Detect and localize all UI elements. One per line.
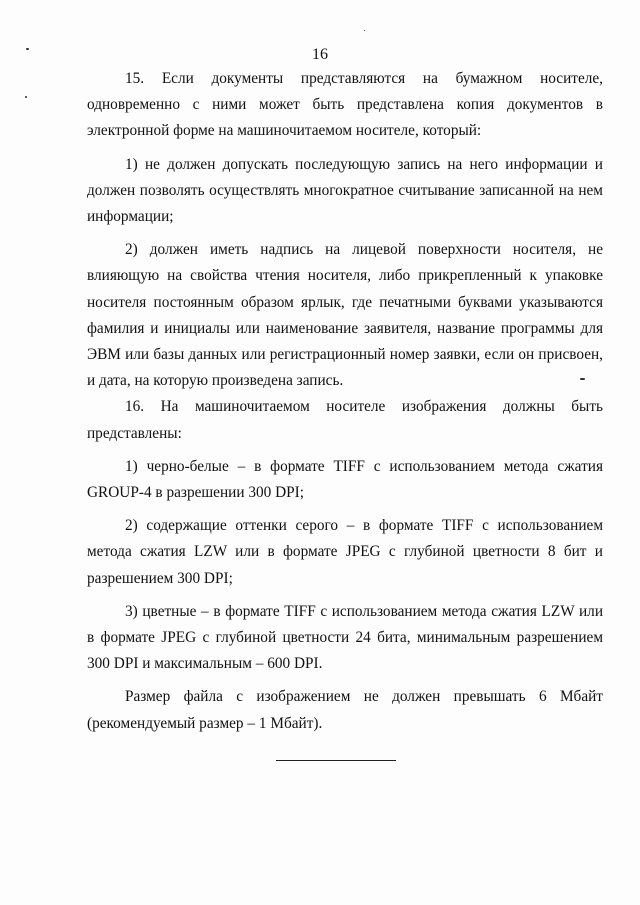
paragraph-15: 15. Если документы представляются на бумажном носителе, одновременно с ними может быть представлена копия документов в электронной форме на машиночитаемом носителе, который:	[87, 70, 603, 140]
paragraph-16: 16. На машиночитаемом носителе изображения должны быть представлены:	[87, 398, 603, 442]
scan-speck	[25, 96, 27, 98]
scan-speck	[580, 378, 585, 380]
paragraph-16-item-3: 3) цветные – в формате TIFF с использованием метода сжатия LZW или в формате JPEG с глубиной цветности 24 бита, минимальным разрешением 300 DPI и максимальным – 600 DPI.	[87, 602, 603, 673]
scan-speck	[26, 48, 29, 50]
footer-divider	[276, 760, 396, 761]
paragraph-15-item-2: 2) должен иметь надпись на лицевой поверхности носителя, не влияющую на свойства чтения носителя, либо прикрепленный к упаковке носителя постоянным образом ярлык, где печатными буквами указываются фамилия и инициалы или наименование заявителя, название программы для ЭВМ или базы данных или регистрационный номер заявки, если он присвоен, и дата, на которую произведена запись.	[87, 241, 603, 390]
paragraph-15-item-1: 1) не должен допускать последующую запись на него информации и должен позволять осуществлять многократное считывание записанной на нем информации;	[87, 155, 603, 226]
document-body	[87, 66, 603, 737]
page-number: 16	[312, 46, 328, 63]
scan-speck	[364, 30, 365, 31]
file-size-paragraph: Размер файла с изображением не должен превышать 6 Мбайт (рекомендуемый размер – 1 Мбайт).	[87, 688, 603, 732]
paragraph-16-item-2: 2) содержащие оттенки серого – в формате TIFF с использованием метода сжатия LZW или в формате JPEG с глубиной цветности 8 бит и разрешением 300 DPI;	[87, 517, 603, 587]
paragraph-16-item-1: 1) черно-белые – в формате TIFF с использованием метода сжатия GROUP-4 в разрешении 300 DPI;	[87, 457, 603, 502]
